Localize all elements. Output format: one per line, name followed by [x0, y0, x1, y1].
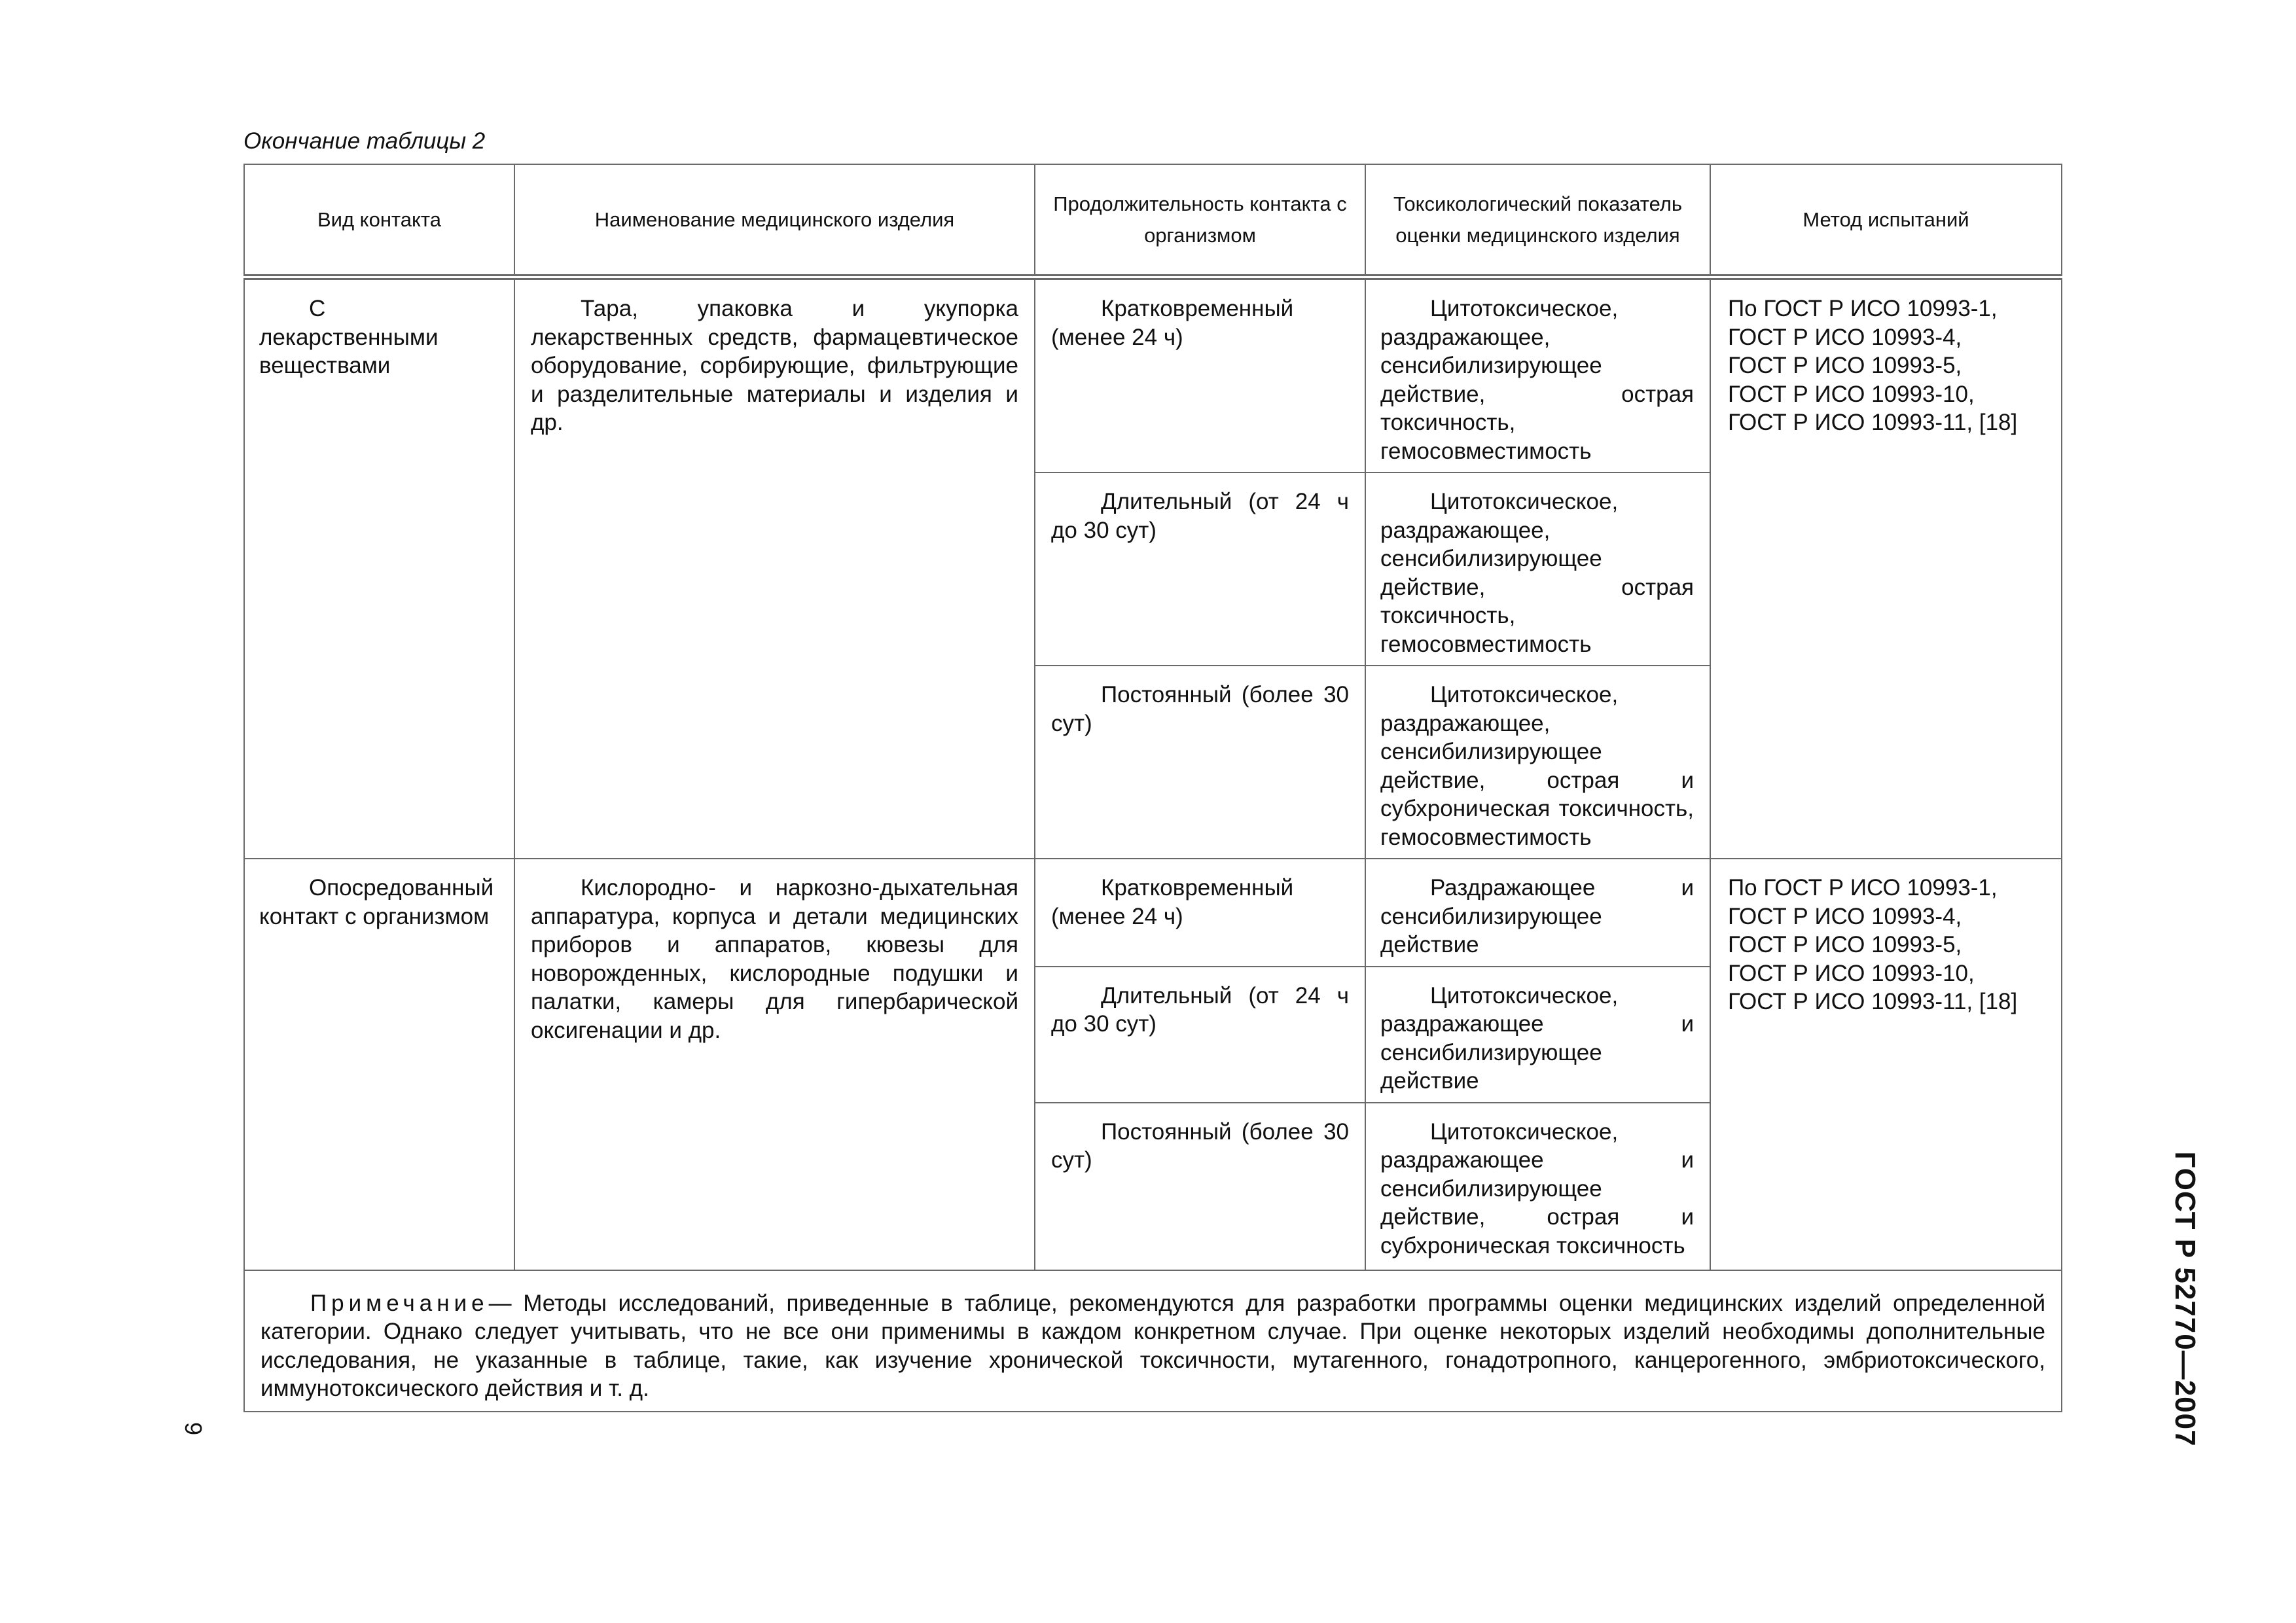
note-text: — Методы исследований, приведенные в таблице, рекомендуются для разработки программы оценки медицинских изделий определенной категории. Однако следует учитывать, что не все они применимы в каждом конкретном случае. При оценке некоторых изделий необходимы дополнительные исследования, не указанные в таблице, такие, как изучение хронической токсичности, мутагенного, гонадотропного, канцерогенного, эмбриотоксического, иммунотоксического действия и т. д. — [260, 1290, 2045, 1401]
device-name-cell: Тара, упаковка и укупорка лекарственных средств, фармацевтическое оборудование, сорбирующие, фильтрующие и разделительные материалы и изделия и др. — [514, 277, 1035, 859]
indicator-cell: Цитотоксическое, раздражающее, сенсибилизирующее действие, острая и субхроническая токсичность, гемосовместимость — [1365, 666, 1710, 859]
contact-type-cell: С лекарственными веществами — [244, 277, 514, 859]
table-header-row — [244, 164, 2062, 277]
document-code: ГОСТ Р 52770—2007 — [2169, 1151, 2201, 1447]
method-cell — [1710, 859, 2062, 1270]
indicator-cell: Цитотоксическое, раздражающее, сенсибилизирующее действие, острая токсичность, гемосовместимость — [1365, 277, 1710, 473]
duration-cell: Постоянный (более 30 сут) — [1035, 666, 1365, 859]
duration-cell: Кратковременный (менее 24 ч) — [1035, 277, 1365, 473]
duration-cell: Длительный (от 24 ч до 30 сут) — [1035, 473, 1365, 666]
indicator-cell: Цитотоксическое, раздражающее и сенсибилизирующее действие, острая и субхроническая токсичность — [1365, 1103, 1710, 1270]
duration-cell: Длительный (от 24 ч до 30 сут) — [1035, 967, 1365, 1103]
indicator-cell: Цитотоксическое, раздражающее, сенсибилизирующее действие, острая токсичность, гемосовместимость — [1365, 473, 1710, 666]
method-line: ГОСТ Р ИСО 10993-10, — [1728, 960, 1975, 986]
duration-cell: Кратковременный (менее 24 ч) — [1035, 859, 1365, 967]
method-line: По ГОСТ Р ИСО 10993-1, — [1728, 875, 1998, 901]
method-line: ГОСТ Р ИСО 10993-5, — [1728, 353, 1962, 378]
method-line: ГОСТ Р ИСО 10993-11, [18] — [1728, 410, 2018, 435]
table-note — [244, 1270, 2062, 1412]
method-line: ГОСТ Р ИСО 10993-10, — [1728, 381, 1975, 407]
method-cell — [1710, 277, 2062, 859]
header-test-method: Метод испытаний — [1710, 164, 2062, 277]
contact-type-cell: Опосредованный контакт с организмом — [244, 859, 514, 1270]
table-row — [244, 277, 2062, 473]
indicator-cell: Раздражающее и сенсибилизирующее действие — [1365, 859, 1710, 967]
toxicology-table — [243, 164, 2062, 1412]
page-number: 9 — [180, 1421, 207, 1436]
device-name-cell: Кислородно- и наркозно-дыхательная аппаратура, корпуса и детали медицинских приборов и аппаратов, кювезы для новорожденных, кислородные подушки и палатки, камеры для гипербарической оксигенации и др. — [514, 859, 1035, 1270]
method-line: По ГОСТ Р ИСО 10993-1, — [1728, 296, 1998, 321]
header-device-name: Наименование медицинского изделия — [514, 164, 1035, 277]
note-label: Примечание — [310, 1290, 489, 1316]
indicator-cell: Цитотоксическое, раздражающее и сенсибилизирующее действие — [1365, 967, 1710, 1103]
header-contact-duration: Продолжительность контакта с организмом — [1035, 164, 1365, 277]
header-contact-type: Вид контакта — [244, 164, 514, 277]
table-row — [244, 859, 2062, 967]
method-line: ГОСТ Р ИСО 10993-4, — [1728, 903, 1962, 929]
note-row — [244, 1270, 2062, 1412]
method-line: ГОСТ Р ИСО 10993-11, [18] — [1728, 989, 2018, 1014]
table-caption: Окончание таблицы 2 — [243, 128, 486, 154]
duration-cell: Постоянный (более 30 сут) — [1035, 1103, 1365, 1270]
method-line: ГОСТ Р ИСО 10993-4, — [1728, 324, 1962, 350]
header-toxicology-indicator: Токсикологический показатель оценки медицинского изделия — [1365, 164, 1710, 277]
method-line: ГОСТ Р ИСО 10993-5, — [1728, 932, 1962, 957]
